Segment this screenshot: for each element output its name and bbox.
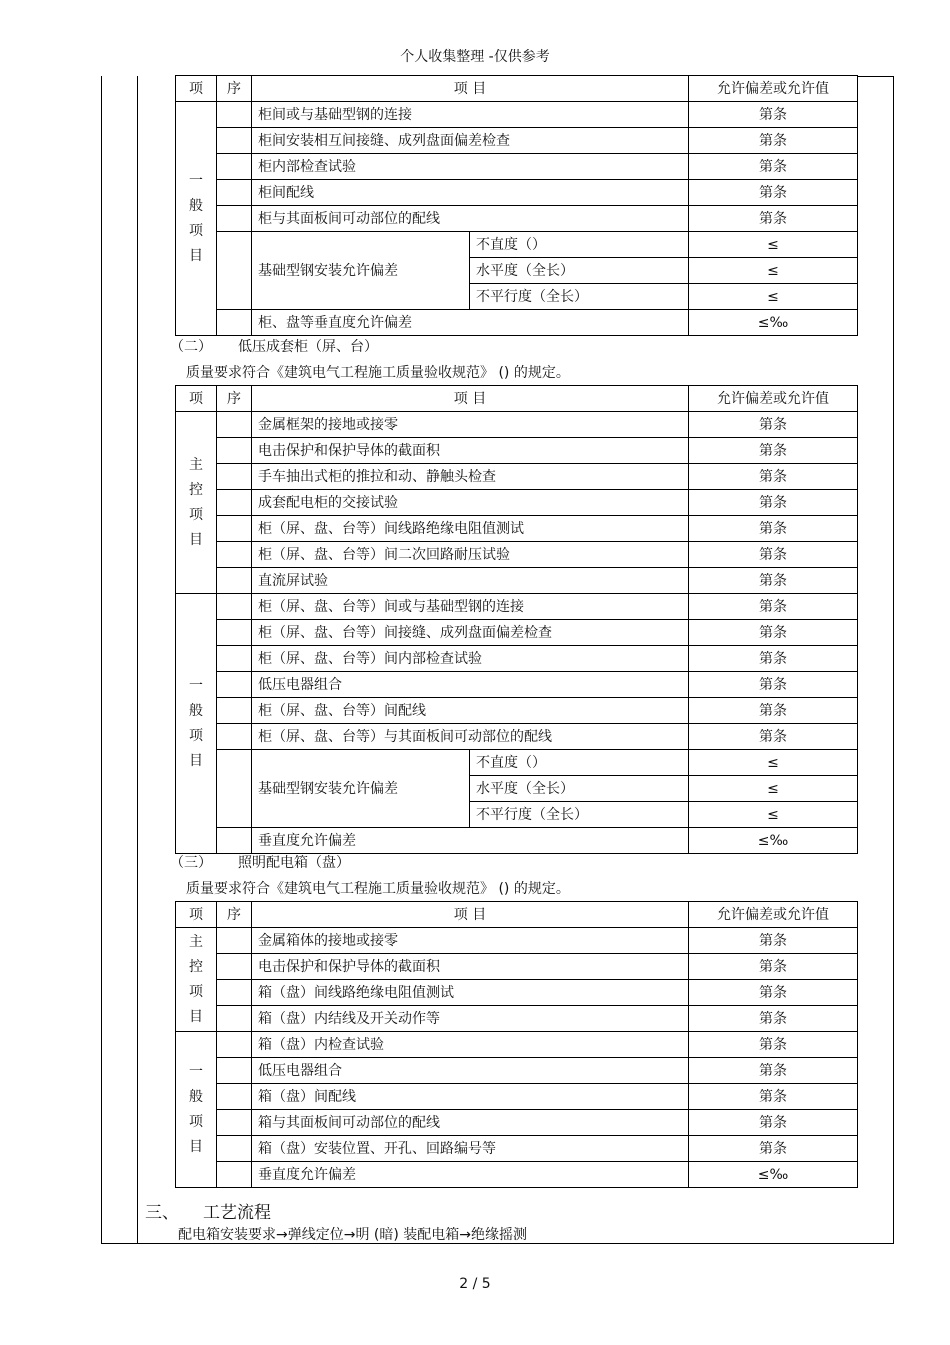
table-row xyxy=(176,594,858,620)
sub-item-cell: 水平度（全长） xyxy=(470,776,689,802)
table-row xyxy=(176,1110,858,1136)
value-cell: ≤ xyxy=(689,284,858,310)
col-header-group: 项 xyxy=(176,386,217,412)
col-header-item: 项 目 xyxy=(252,76,689,102)
item-cell: 成套配电柜的交接试验 xyxy=(252,490,689,516)
group-label-text: 一 般 项 目 xyxy=(189,1063,203,1155)
table-row xyxy=(176,672,858,698)
seq-cell xyxy=(217,1136,252,1162)
col-header-seq: 序 xyxy=(217,902,252,928)
group-label-general xyxy=(176,1032,217,1188)
steel-tolerance-label: 基础型钢安装允许偏差 xyxy=(252,232,470,310)
value-cell: 第条 xyxy=(689,438,858,464)
col-header-group: 项 xyxy=(176,76,217,102)
table-header-row xyxy=(176,902,858,928)
item-cell: 电击保护和保护导体的截面积 xyxy=(252,954,689,980)
value-cell: 第条 xyxy=(689,928,858,954)
item-cell: 箱（盘）间配线 xyxy=(252,1084,689,1110)
table-low-voltage-cabinet xyxy=(175,385,858,854)
section-title: 低压成套柜（屏、台） xyxy=(238,339,378,355)
seq-cell xyxy=(217,928,252,954)
col-header-value: 允许偏差或允许值 xyxy=(689,902,858,928)
seq-cell xyxy=(217,490,252,516)
value-cell: 第条 xyxy=(689,568,858,594)
value-cell: 第条 xyxy=(689,102,858,128)
process-section-number: 三、 xyxy=(145,1203,179,1223)
seq-cell xyxy=(217,464,252,490)
table-header-row xyxy=(176,76,858,102)
seq-cell xyxy=(217,1084,252,1110)
seq-cell xyxy=(217,646,252,672)
table-row xyxy=(176,1136,858,1162)
col-header-seq: 序 xyxy=(217,76,252,102)
value-cell: 第条 xyxy=(689,672,858,698)
seq-cell xyxy=(217,954,252,980)
group-label-general xyxy=(176,594,217,854)
item-cell: 柜（屏、盘、台等）与其面板间可动部位的配线 xyxy=(252,724,689,750)
value-cell: 第条 xyxy=(689,490,858,516)
table-row xyxy=(176,1162,858,1188)
value-cell: ≤ xyxy=(689,776,858,802)
table-row xyxy=(176,1006,858,1032)
frame-top-line xyxy=(858,76,894,77)
sub-item-cell: 不直度（） xyxy=(470,750,689,776)
seq-cell xyxy=(217,1110,252,1136)
value-cell: 第条 xyxy=(689,724,858,750)
seq-cell xyxy=(217,154,252,180)
item-cell: 柜（屏、盘、台等）间二次回路耐压试验 xyxy=(252,542,689,568)
col-header-item: 项 目 xyxy=(252,902,689,928)
seq-cell xyxy=(217,102,252,128)
item-cell: 柜（屏、盘、台等）间内部检查试验 xyxy=(252,646,689,672)
item-cell: 柜间或与基础型钢的连接 xyxy=(252,102,689,128)
seq-cell xyxy=(217,724,252,750)
table-row xyxy=(176,568,858,594)
value-cell: 第条 xyxy=(689,1058,858,1084)
item-cell: 箱（盘）内检查试验 xyxy=(252,1032,689,1058)
sub-item-cell: 不直度（） xyxy=(470,232,689,258)
process-section-title: 工艺流程 xyxy=(203,1203,271,1223)
seq-cell xyxy=(217,568,252,594)
seq-cell xyxy=(217,1032,252,1058)
table-row xyxy=(176,724,858,750)
value-cell: 第条 xyxy=(689,1110,858,1136)
item-cell: 柜、盘等垂直度允许偏差 xyxy=(252,310,689,336)
seq-cell xyxy=(217,750,252,828)
frame-right-line xyxy=(893,76,894,1244)
seq-cell xyxy=(217,1058,252,1084)
value-cell: ≤ xyxy=(689,258,858,284)
item-cell: 箱（盘）内结线及开关动作等 xyxy=(252,1006,689,1032)
quality-requirement: 质量要求符合《建筑电气工程施工质量验收规范》 () 的规定。 xyxy=(186,881,570,897)
quality-requirement: 质量要求符合《建筑电气工程施工质量验收规范》 () 的规定。 xyxy=(186,365,570,381)
page-number: 2 / 5 xyxy=(459,1276,491,1292)
table-row xyxy=(176,1032,858,1058)
sub-item-cell: 不平行度（全长） xyxy=(470,284,689,310)
item-cell: 柜（屏、盘、台等）间接缝、成列盘面偏差检查 xyxy=(252,620,689,646)
frame-left-line xyxy=(101,76,102,1244)
section-title: 照明配电箱（盘） xyxy=(238,855,350,871)
table-row xyxy=(176,954,858,980)
seq-cell xyxy=(217,412,252,438)
group-label-text: 主 控 项 目 xyxy=(189,933,203,1025)
group-label-text: 一 般 项 目 xyxy=(189,172,203,264)
seq-cell xyxy=(217,542,252,568)
item-cell: 垂直度允许偏差 xyxy=(252,1162,689,1188)
frame-inner-line xyxy=(137,76,138,1244)
item-cell: 柜（屏、盘、台等）间或与基础型钢的连接 xyxy=(252,594,689,620)
item-cell: 柜（屏、盘、台等）间配线 xyxy=(252,698,689,724)
value-cell: ≤ xyxy=(689,750,858,776)
table-row xyxy=(176,646,858,672)
table-switchgear xyxy=(175,75,858,336)
item-cell: 低压电器组合 xyxy=(252,672,689,698)
item-cell: 电击保护和保护导体的截面积 xyxy=(252,438,689,464)
seq-cell xyxy=(217,232,252,310)
seq-cell xyxy=(217,1162,252,1188)
value-cell: 第条 xyxy=(689,954,858,980)
table-row xyxy=(176,828,858,854)
seq-cell xyxy=(217,438,252,464)
item-cell: 箱（盘）间线路绝缘电阻值测试 xyxy=(252,980,689,1006)
value-cell: 第条 xyxy=(689,464,858,490)
table-row xyxy=(176,154,858,180)
value-cell: 第条 xyxy=(689,646,858,672)
group-label-general xyxy=(176,102,217,336)
table-row xyxy=(176,102,858,128)
col-header-group: 项 xyxy=(176,902,217,928)
table-row xyxy=(176,542,858,568)
seq-cell xyxy=(217,620,252,646)
process-flow: 配电箱安装要求→弹线定位→明 (暗) 装配电箱→绝缘摇测 xyxy=(178,1227,528,1243)
value-cell: 第条 xyxy=(689,980,858,1006)
value-cell: 第条 xyxy=(689,128,858,154)
item-cell: 柜内部检查试验 xyxy=(252,154,689,180)
sub-item-cell: 不平行度（全长） xyxy=(470,802,689,828)
item-cell: 低压电器组合 xyxy=(252,1058,689,1084)
value-cell: 第条 xyxy=(689,542,858,568)
seq-cell xyxy=(217,698,252,724)
table-row xyxy=(176,928,858,954)
table-row xyxy=(176,490,858,516)
table-row xyxy=(176,232,858,258)
table-row xyxy=(176,180,858,206)
item-cell: 手车抽出式柜的推拉和动、静触头检查 xyxy=(252,464,689,490)
group-label-main xyxy=(176,928,217,1032)
table-row xyxy=(176,1058,858,1084)
value-cell: 第条 xyxy=(689,1084,858,1110)
table-row xyxy=(176,128,858,154)
value-cell: 第条 xyxy=(689,620,858,646)
seq-cell xyxy=(217,516,252,542)
section-number: （三） xyxy=(170,855,212,871)
table-row xyxy=(176,1084,858,1110)
value-cell: 第条 xyxy=(689,412,858,438)
value-cell: 第条 xyxy=(689,206,858,232)
seq-cell xyxy=(217,310,252,336)
table-row xyxy=(176,438,858,464)
item-cell: 柜（屏、盘、台等）间线路绝缘电阻值测试 xyxy=(252,516,689,542)
seq-cell xyxy=(217,1006,252,1032)
table-row xyxy=(176,750,858,776)
page-header: 个人收集整理 -仅供参考 xyxy=(400,49,550,65)
section-number: （二） xyxy=(170,339,212,355)
steel-tolerance-label: 基础型钢安装允许偏差 xyxy=(252,750,470,828)
seq-cell xyxy=(217,594,252,620)
item-cell: 箱与其面板间可动部位的配线 xyxy=(252,1110,689,1136)
value-cell: 第条 xyxy=(689,180,858,206)
value-cell: ≤ xyxy=(689,802,858,828)
value-cell: 第条 xyxy=(689,594,858,620)
item-cell: 箱（盘）安装位置、开孔、回路编号等 xyxy=(252,1136,689,1162)
seq-cell xyxy=(217,206,252,232)
value-cell: 第条 xyxy=(689,1136,858,1162)
item-cell: 金属箱体的接地或接零 xyxy=(252,928,689,954)
value-cell: 第条 xyxy=(689,698,858,724)
value-cell: 第条 xyxy=(689,516,858,542)
seq-cell xyxy=(217,828,252,854)
item-cell: 柜与其面板间可动部位的配线 xyxy=(252,206,689,232)
seq-cell xyxy=(217,180,252,206)
item-cell: 柜间安装相互间接缝、成列盘面偏差检查 xyxy=(252,128,689,154)
table-row xyxy=(176,206,858,232)
value-cell: ≤‰ xyxy=(689,310,858,336)
seq-cell xyxy=(217,128,252,154)
item-cell: 柜间配线 xyxy=(252,180,689,206)
value-cell: 第条 xyxy=(689,1032,858,1058)
table-row xyxy=(176,698,858,724)
value-cell: ≤ xyxy=(689,232,858,258)
value-cell: ≤‰ xyxy=(689,1162,858,1188)
sub-item-cell: 水平度（全长） xyxy=(470,258,689,284)
value-cell: ≤‰ xyxy=(689,828,858,854)
item-cell: 垂直度允许偏差 xyxy=(252,828,689,854)
col-header-value: 允许偏差或允许值 xyxy=(689,76,858,102)
seq-cell xyxy=(217,980,252,1006)
table-row xyxy=(176,310,858,336)
group-label-text: 一 般 项 目 xyxy=(189,677,203,769)
table-header-row xyxy=(176,386,858,412)
table-row xyxy=(176,464,858,490)
group-label-text: 主 控 项 目 xyxy=(189,456,203,548)
item-cell: 直流屏试验 xyxy=(252,568,689,594)
value-cell: 第条 xyxy=(689,154,858,180)
table-row xyxy=(176,980,858,1006)
seq-cell xyxy=(217,672,252,698)
value-cell: 第条 xyxy=(689,1006,858,1032)
col-header-seq: 序 xyxy=(217,386,252,412)
col-header-item: 项 目 xyxy=(252,386,689,412)
group-label-main xyxy=(176,412,217,594)
col-header-value: 允许偏差或允许值 xyxy=(689,386,858,412)
item-cell: 金属框架的接地或接零 xyxy=(252,412,689,438)
table-row xyxy=(176,412,858,438)
table-row xyxy=(176,620,858,646)
table-lighting-box xyxy=(175,901,858,1188)
table-row xyxy=(176,516,858,542)
